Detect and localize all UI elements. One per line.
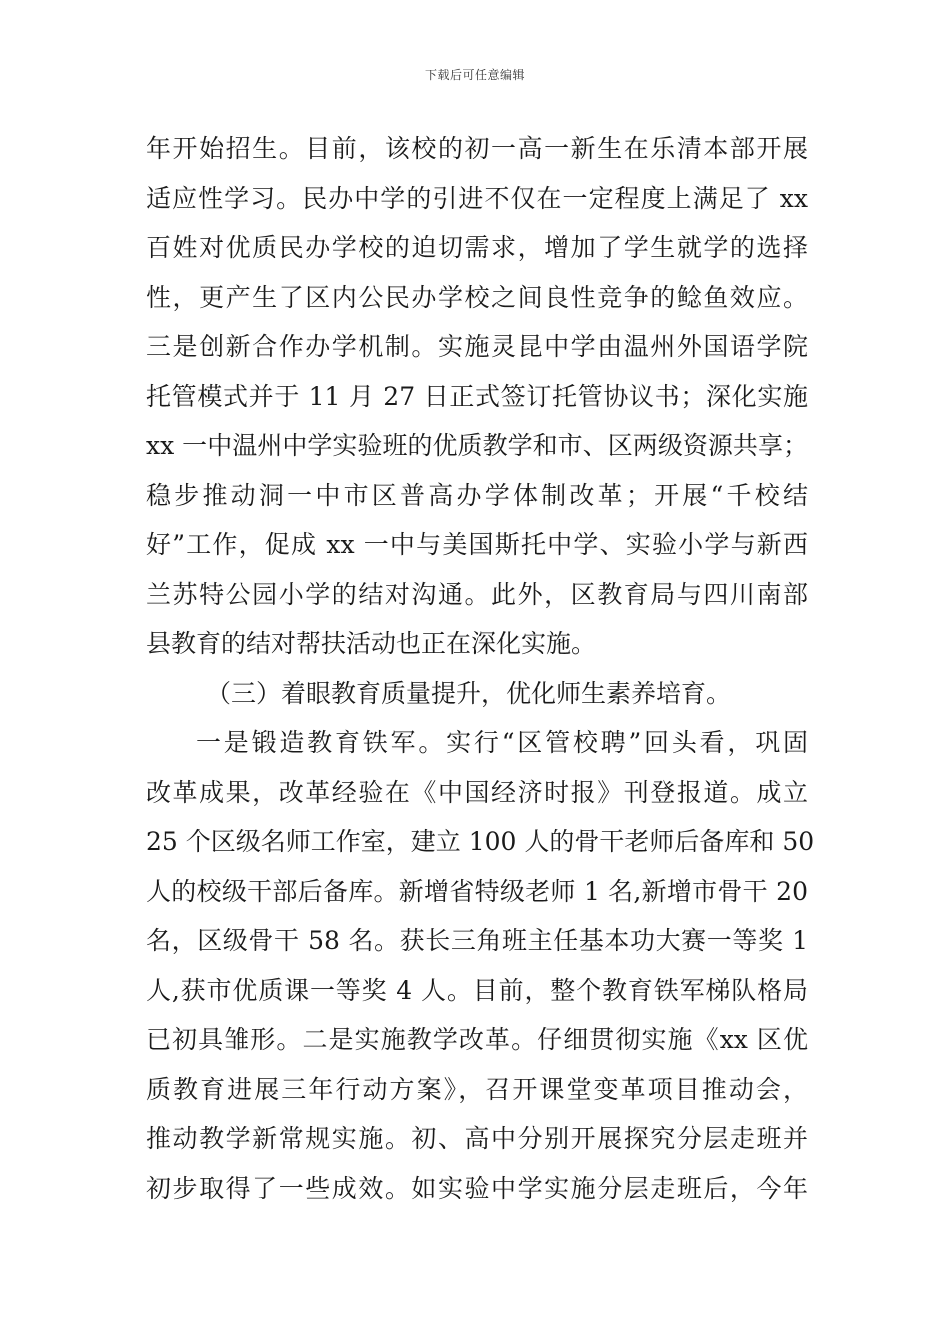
text-line: 年开始招生。目前，该校的初一高一新生在乐清本部开展 <box>146 134 808 163</box>
text-line: 人,获市优质课一等奖 4 人。目前，整个教育铁军梯队格局 <box>146 975 808 1005</box>
text-line: 百姓对优质民办学校的迫切需求，增加了学生就学的选择 <box>146 233 808 262</box>
text-line: 质教育进展三年行动方案》，召开课堂变革项目推动会， <box>146 1074 808 1104</box>
text-line: 人的校级干部后备库。新增省特级老师 1 名,新增市骨干 20 <box>146 876 808 906</box>
page-header: 下载后可任意编辑 <box>424 68 525 82</box>
text-line: 性，更产生了区内公民办学校之间良性竞争的鲶鱼效应。 <box>146 282 808 312</box>
text-line: 已初具雏形。二是实施教学改革。仔细贯彻实施《xx 区优 <box>146 1025 808 1054</box>
text-line: xx 一中温州中学实验班的优质教学和市、区两级资源共享； <box>146 431 808 460</box>
text-line: 兰苏特公园小学的结对沟通。此外，区教育局与四川南部 <box>146 579 808 609</box>
text-line: 一是锻造教育铁军。实行“区管校聘”回头看，巩固 <box>196 728 808 757</box>
text-line: 县教育的结对帮扶活动也正在深化实施。 <box>146 629 597 658</box>
text-line: 三是创新合作办学机制。实施灵昆中学由温州外国语学院 <box>146 332 808 361</box>
text-line: 改革成果，改革经验在《中国经济时报》刊登报道。成立 <box>146 777 808 807</box>
text-line: 推动教学新常规实施。初、高中分别开展探究分层走班并 <box>146 1124 808 1153</box>
text-line: 名，区级骨干 58 名。获长三角班主任基本功大赛一等奖 1 <box>146 926 808 955</box>
text-line: 25 个区级名师工作室，建立 100 人的骨干老师后备库和 50 <box>146 827 815 856</box>
text-line: 稳步推动洞一中市区普高办学体制改革；开展“千校结 <box>146 480 808 510</box>
text-line: 初步取得了一些成效。如实验中学实施分层走班后，今年 <box>146 1173 808 1203</box>
text-line: 托管模式并于 11 月 27 日正式签订托管协议书；深化实施 <box>146 381 808 411</box>
text-line: 适应性学习。民办中学的引进不仅在一定程度上满足了 xx <box>146 183 808 213</box>
text-line: 好”工作，促成 xx 一中与美国斯托中学、实验小学与新西 <box>146 530 808 559</box>
section-heading: （三）着眼教育质量提升，优化师生素养培育。 <box>206 678 732 708</box>
body-text <box>146 124 815 1213</box>
